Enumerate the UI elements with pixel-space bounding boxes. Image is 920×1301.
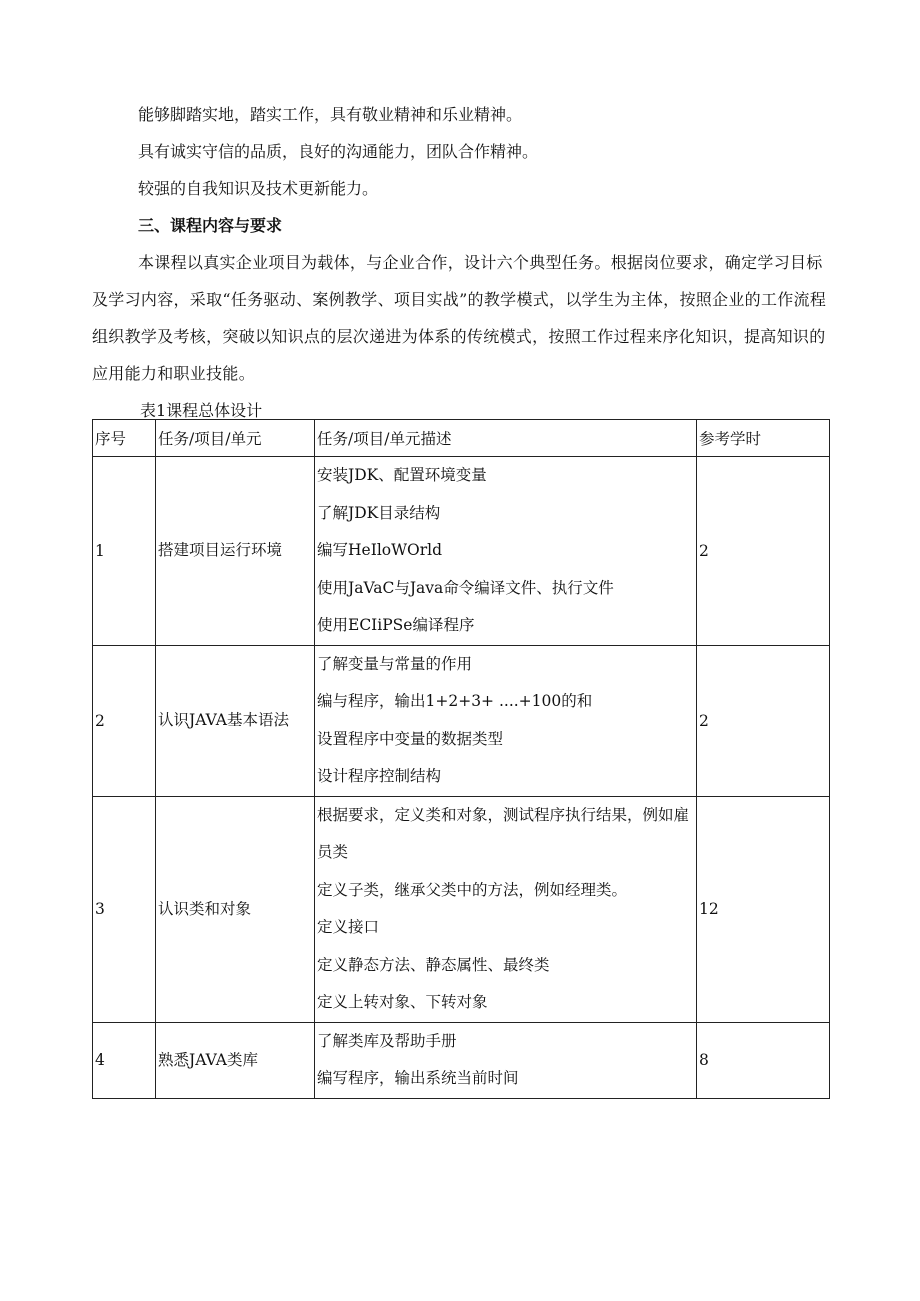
row-no: 3 [93, 796, 156, 1022]
table-row [93, 645, 830, 796]
desc-line: 了解JDK目录结构 [317, 503, 441, 522]
desc-line: 了解变量与常量的作用 [317, 654, 473, 673]
row-name: 熟悉JAVA类库 [156, 1022, 315, 1098]
desc-line: 根据要求，定义类和对象，测试程序执行结果，例如雇员类 [317, 805, 690, 861]
row-name: 认识JAVA基本语法 [156, 645, 315, 796]
row-hours: 8 [697, 1022, 830, 1098]
desc-line: 定义上转对象、下转对象 [317, 993, 488, 1011]
header-name: 任务/项目/单元 [156, 420, 315, 457]
header-desc: 任务/项目/单元描述 [315, 420, 697, 457]
desc-line: 编与程序，输出1+2+3+ ....+100的和 [317, 692, 593, 710]
desc-line: 定义接口 [317, 918, 380, 936]
desc-line: 设置程序中变量的数据类型 [317, 729, 504, 748]
row-no: 4 [93, 1022, 156, 1098]
desc-line: 使用JaVaC与Java命令编译文件、执行文件 [317, 578, 614, 597]
intro-line-3: 较强的自我知识及技术更新能力。 [138, 179, 379, 198]
row-name: 认识类和对象 [156, 796, 315, 1022]
desc-line: 定义子类，继承父类中的方法，例如经理类。 [317, 880, 628, 899]
course-design-table [92, 419, 830, 1099]
desc-line: 安装JDK、配置环境变量 [317, 466, 487, 484]
intro-line-1: 能够脚踏实地，踏实工作，具有敬业精神和乐业精神。 [138, 105, 523, 124]
table-row [93, 1022, 830, 1098]
table-caption: 表1课程总体设计 [140, 401, 263, 420]
table-header-row [93, 420, 830, 457]
header-no: 序号 [93, 420, 156, 457]
desc-line: 了解类库及帮助手册 [317, 1031, 457, 1050]
desc-line: 定义静态方法、静态属性、最终类 [317, 955, 550, 974]
intro-line-2: 具有诚实守信的品质，良好的沟通能力，团队合作精神。 [138, 142, 539, 161]
row-no: 1 [93, 457, 156, 646]
desc-line: 编写HeIloWOrld [317, 541, 443, 559]
table-row [93, 457, 830, 646]
row-hours: 2 [697, 645, 830, 796]
row-desc [315, 645, 697, 796]
row-hours: 12 [697, 796, 830, 1022]
table-row [93, 796, 830, 1022]
row-no: 2 [93, 645, 156, 796]
header-hours: 参考学时 [697, 420, 830, 457]
desc-line: 编写程序，输出系统当前时间 [317, 1069, 519, 1087]
section-paragraph: 本课程以真实企业项目为载体，与企业合作，设计六个典型任务。根据岗位要求，确定学习目标及学习内容，采取“任务驱动、案例教学、项目实战”的教学模式，以学生为主体，按照企业的工作流程组织教学及考核，突破以知识点的层次递进为体系的传统模式，按照工作过程来序化知识，提高知识的应用能力和职业技能。 [92, 253, 827, 383]
row-desc [315, 1022, 697, 1098]
desc-line: 设计程序控制结构 [317, 767, 442, 785]
row-name: 搭建项目运行环境 [156, 457, 315, 646]
row-desc [315, 457, 697, 646]
desc-line: 使用ECIiPSe编译程序 [317, 616, 475, 634]
section-heading: 三、课程内容与要求 [138, 216, 283, 235]
row-desc [315, 796, 697, 1022]
row-hours: 2 [697, 457, 830, 646]
